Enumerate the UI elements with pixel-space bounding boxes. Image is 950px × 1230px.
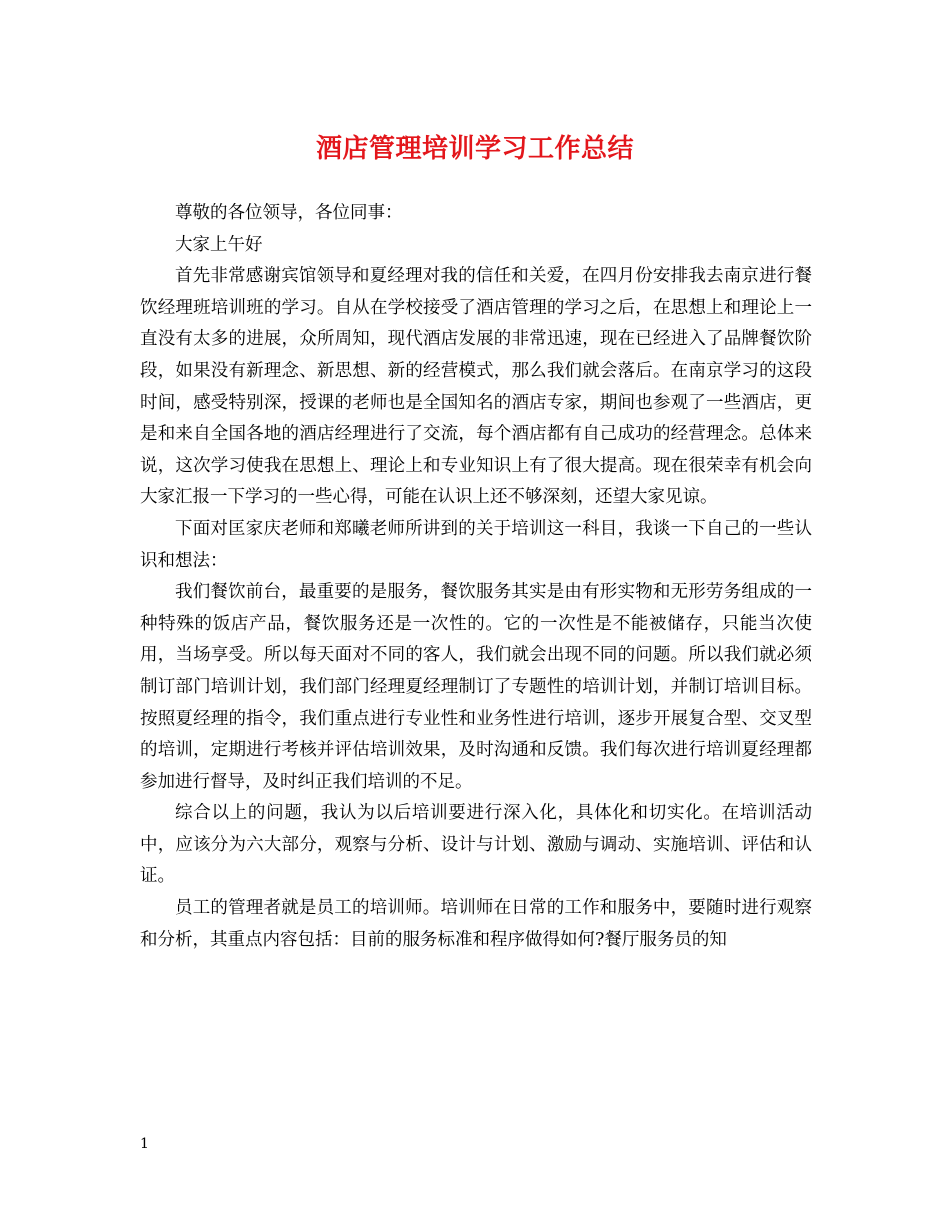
salutation-paragraph: 尊敬的各位领导，各位同事： xyxy=(175,203,403,223)
body-paragraph: 综合以上的问题，我认为以后培训要进行深入化，具体化和切实化。在培训活动中，应该分为六大部分，观察与分析、设计与计划、激励与调动、实施培训、评估和认证。 xyxy=(140,803,812,887)
greeting-paragraph: 大家上午好 xyxy=(175,234,263,255)
body-paragraph: 我们餐饮前台，最重要的是服务，餐饮服务其实是由有形实物和无形劳务组成的一种特殊的饭店产品，餐饮服务还是一次性的。它的一次性是不能被储存，只能当次使用，当场享受。所以每天面对不同的客人，我们就会出现不同的问题。所以我们就必须制订部门培训计划，我们部门经理夏经理制订了专题性的培训计划，并制订培训目标。按照夏经理的指令，我们重点进行专业性和业务性进行培训，逐步开展复合型、交叉型的培训，定期进行考核并评估培训效果，及时沟通和反馈。我们每次进行培训夏经理都参加进行督导，及时纠正我们培训的不足。 xyxy=(140,582,812,792)
page-number: 1 xyxy=(140,1136,149,1152)
body-paragraph: 员工的管理者就是员工的培训师。培训师在日常的工作和服务中，要随时进行观察和分析，其重点内容包括：目前的服务标准和程序做得如何?餐厅服务员的知 xyxy=(140,898,812,950)
body-paragraph: 首先非常感谢宾馆领导和夏经理对我的信任和关爱，在四月份安排我去南京进行餐饮经理班培训班的学习。自从在学校接受了酒店管理的学习之后，在思想上和理论上一直没有太多的进展，众所周知，现代酒店发展的非常迅速，现在已经进入了品牌餐饮阶段，如果没有新理念、新思想、新的经营模式，那么我们就会落后。在南京学习的这段时间，感受特别深，授课的老师也是全国知名的酒店专家，期间也参观了一些酒店，更是和来自全国各地的酒店经理进行了交流，每个酒店都有自己成功的经营理念。总体来说，这次学习使我在思想上、理论上和专业知识上有了很大提高。现在很荣幸有机会向大家汇报一下学习的一些心得，可能在认识上还不够深刻，还望大家见谅。 xyxy=(140,266,812,508)
document-body xyxy=(140,198,812,956)
body-paragraph: 下面对匡家庆老师和郑曦老师所讲到的关于培训这一科目，我谈一下自己的一些认识和想法： xyxy=(140,518,812,571)
document-title: 酒店管理培训学习工作总结 xyxy=(315,134,634,164)
